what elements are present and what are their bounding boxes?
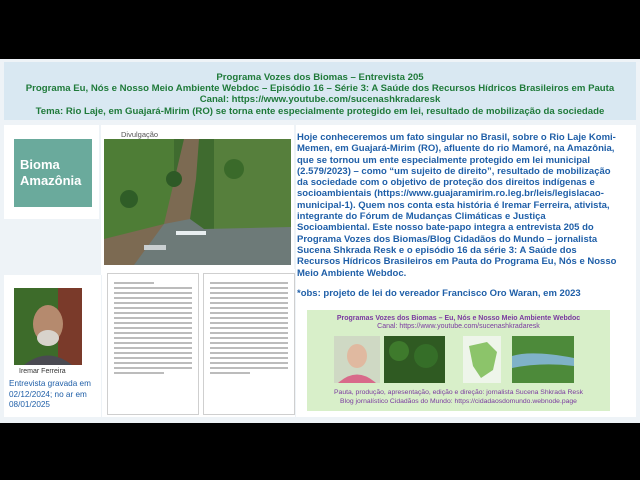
guest-name: Iremar Ferreira bbox=[19, 368, 66, 375]
video-frame bbox=[0, 59, 640, 423]
wetland-photo bbox=[512, 336, 574, 383]
banner-channel: Canal: https://www.youtube.com/sucenashkradaresk bbox=[377, 323, 540, 330]
header-theme: Tema: Rio Laje, em Guajará-Mirim (RO) se torna ente especialmente protegido em lei, resultado de mobilização da sociedade bbox=[35, 105, 605, 117]
guest-portrait bbox=[14, 288, 82, 365]
interview-date: Entrevista gravada em 02/12/2024; no ar em 08/01/2025 bbox=[9, 379, 91, 409]
program-banner bbox=[307, 310, 610, 411]
host-photo bbox=[334, 336, 380, 383]
law-document-page-2 bbox=[203, 273, 295, 415]
header-program-title: Programa Vozes dos Biomas – Entrevista 205 bbox=[216, 72, 424, 83]
banner-credits: Pauta, produção, apresentação, edição e direção: jornalista Sucena Shkrada Resk bbox=[334, 389, 583, 396]
description-text: Hoje conheceremos um fato singular no Brasil, sobre o Rio Laje Komi-Memen, em Guajará-Mirim (RO), afluente do rio Mamoré, na Amazônia, que se tornou um ente especialmente protegido em lei municipal (2.579/2023) – como “um sujeito de direito”, resultado de mobilização da sociedade com o objetivo de proteção dos direitos indígenas e socioambientais (https://www.guajaramirim.ro.leg.br/leis/legislacao-municipal-1). Quem nos conta esta história é Iremar Ferreira, ativista, integrante do Fórum de Mudanças Climáticas e Justiça Socioambiental. Este nosso bate-papo integra a entrevista 205 do Programa Vozes dos Biomas/Blog Cidadãos do Mundo – jornalista Sucena Shkrada Resk e o episódio 16 da série 3: A Saúde dos Recursos Hídricos Brasileiros em Pauta do Programa Eu, Nós e Nosso Meio Ambiente Webdoc. bbox=[297, 132, 617, 279]
header-channel: Canal: https://www.youtube.com/sucenashkradaresk bbox=[199, 94, 441, 106]
observation-note: *obs: projeto de lei do vereador Francisco Oro Waran, em 2023 bbox=[297, 288, 581, 299]
header-episode-title: Programa Eu, Nós e Nosso Meio Ambiente Webdoc – Episódio 16 – Série 3: A Saúde dos Recursos Hídricos Brasileiros em Pauta bbox=[25, 83, 615, 95]
river-aerial-photo bbox=[104, 139, 291, 265]
slide-header bbox=[4, 62, 636, 120]
brazil-map bbox=[463, 336, 501, 383]
bioma-label bbox=[14, 139, 92, 207]
law-document-page-1 bbox=[107, 273, 199, 415]
banner-blog: Blog jornalístico Cidadãos do Mundo: https://cidadaosdomundo.webnode.page bbox=[340, 398, 577, 405]
banner-title: Programas Vozes dos Biomas – Eu, Nós e Nosso Meio Ambiente Webdoc bbox=[336, 315, 581, 322]
forest-photo bbox=[384, 336, 445, 383]
bioma-name: Amazônia bbox=[20, 173, 82, 188]
photo-credit: Divulgação bbox=[121, 130, 159, 139]
bioma-word: Bioma bbox=[20, 157, 60, 172]
